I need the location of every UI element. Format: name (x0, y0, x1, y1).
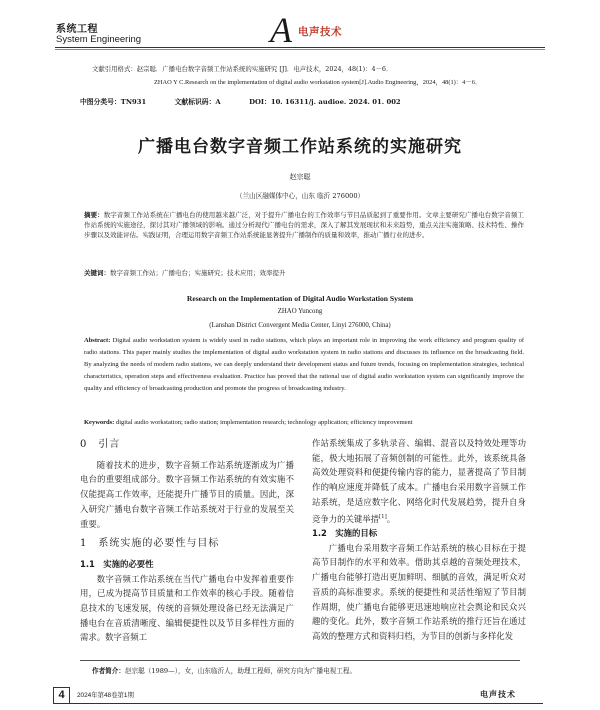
section-title-cn: 系统工程 (56, 24, 98, 35)
body-column-left (80, 436, 294, 645)
footer-divider (53, 703, 543, 704)
abstract-cn (84, 210, 524, 241)
goals-paragraph: 广播电台采用数字音频工作站系统的核心目标在于提高节目制作的水平和效率。借助其卓越的音频处理技术，广播电台能够打造出更加鲜明、细腻的音效，满足听众对音质的高标准要求。系统的便捷性和灵活性缩短了节目制作周期，使广播电台能够更迅速地响应社会舆论和民众兴趣的变化。此外，数字音频工作站系统的推行还旨在通过高效的整理方式和资料归档，为节目的创新与多样化发 (312, 542, 526, 641)
citation-meta (80, 96, 405, 106)
page-number: 4 (53, 687, 70, 704)
continued-paragraph-end: 。 (386, 513, 396, 524)
section-heading-0: 0 引言 (80, 439, 121, 450)
subsection-heading-1-2: 1.2 实施的目标 (312, 528, 378, 539)
abstract-cn-text: 数字音频工作站系统在广播电台的使用越来越广泛，对于提升广播电台的工作效率与节目品质起到了重要作用。文章主要研究广播电台数字音频工作站系统的实施途径，探讨其对广播领域的影响。通过分析现代广播电台的需求，深入了解其发展现状和未来趋势，重点关注实施策略、技术特性、操作步骤以及效能评估。实践证明，合理运用数字音频工作站系统能显著提升广播制作的质量和效率，推动广播行业的进步。 (84, 211, 525, 240)
english-author: ZHAO Yuncong (277, 308, 323, 315)
author-affiliation: （兰山区融媒体中心，山东 临沂 276000） (235, 192, 365, 200)
subsection-heading-1-1: 1.1 实施的必要性 (80, 558, 154, 569)
paper-title: 广播电台数字音频工作站系统的实施研究 (138, 137, 462, 157)
logo-letter: A (270, 10, 292, 50)
keywords-cn-label: 关键词： (84, 269, 110, 277)
abstract-en-text: Digital audio workstation system is widely used in radio stations, which plays an important role in improving the work efficiency and program quality of radio stations. This paper mainly studies the implementation of digital audio workstation system in radio stations and discusses its influence on the broadcasting field. By analyzing the needs of modern radio stations, we can deeply understand their development status and future trends, focusing on implementation strategies, technical characteristics, operation steps and effectiveness evaluation. Practice has proved that the rational use of digital audio workstation system can significantly improve the quality and efficiency of broadcasting production and promote the progress of broadcasting industry. (84, 337, 525, 392)
necessity-paragraph: 数字音频工作站系统在当代广播电台中发挥着重要作用，已成为提高节目质量和工作效率的核心手段。随着信息技术的飞速发展，传统的音频处理设备已经无法满足广播电台在音质清晰度、编辑便捷性以及节目多样性方面的需求。数字音频工 (80, 573, 294, 643)
footer-magazine-name: 电声技术 (480, 690, 516, 699)
keywords-cn-text: 数字音频工作站；广播电台；实施研究；技术应用；效率提升 (110, 269, 286, 277)
abstract-en (84, 335, 524, 395)
clc-number: 中图分类号：TN931 (80, 98, 147, 106)
doi: DOI：10. 16311/j. audioe. 2024. 01. 002 (249, 98, 401, 106)
keywords-en (84, 419, 524, 426)
journal-logo-text: 电声技术 (298, 26, 342, 38)
citation-en: ZHAO Y C.Research on the implementation of digital audio workstation system[J].Audio Engineering，2024，48(1)：4－6． (154, 79, 482, 86)
continued-paragraph-text: 作站系统集成了多轨录音、编辑、混音以及特效处理等功能，极大地拓展了音频创制的可能性。此外，该系统具备高效处理资料和便捷传输内容的能力，显著提高了节目制作的响应速度并降低了成本。广播电台采用数字音频工作站系统，是适应数字化、网络化时代发展趋势，提升自身竞争力的关键举措 (312, 438, 526, 524)
citation-reference[interactable]: [1] (379, 513, 387, 520)
footnote-text: 赵宗聪（1989—），女，山东临沂人，助理工程师，研究方向为广播电视工程。 (124, 667, 357, 675)
footnote-divider (80, 660, 520, 661)
journal-logo-icon (268, 8, 302, 50)
keywords-cn (84, 268, 524, 278)
author-name: 赵宗聪 (289, 173, 311, 181)
abstract-en-label: Abstract: (84, 337, 111, 344)
english-title: Research on the Implementation of Digital Audio Workstation System (186, 294, 414, 303)
abstract-cn-label: 摘要： (84, 211, 104, 219)
continued-paragraph (312, 436, 526, 526)
document-code: 文献标识码：A (174, 98, 221, 106)
keywords-en-label: Keywords: (84, 419, 115, 426)
author-bio-footnote (92, 665, 356, 675)
footnote-label: 作者简介： (92, 667, 125, 675)
keywords-en-text: digital audio workstation; radio station; implementation research; technology application; efficiency improvement (115, 419, 413, 426)
english-affiliation: (Lanshan District Convergent Media Center, Linyi 276000, China) (209, 322, 391, 329)
citation-cn: 文献引用格式：赵宗聪．广播电台数字音频工作站系统的实施研究 [J]．电声技术，2024，48(1)：4－6． (92, 65, 393, 73)
section-heading-1: 1 系统实施的必要性与目标 (80, 538, 220, 550)
body-column-right (312, 436, 526, 644)
section-title-en: System Engineering (56, 34, 142, 45)
intro-paragraph: 随着技术的进步，数字音频工作站系统逐渐成为广播电台的重要组成部分。数字音频工作站系统的有效实施不仅能提高工作效率，还能提升广播节目的质量。因此，深入研究广播电台数字音频工作站系统对于行业的发展至关重要。 (80, 459, 294, 529)
issue-info: 2024年第48卷第1期 (77, 692, 134, 699)
